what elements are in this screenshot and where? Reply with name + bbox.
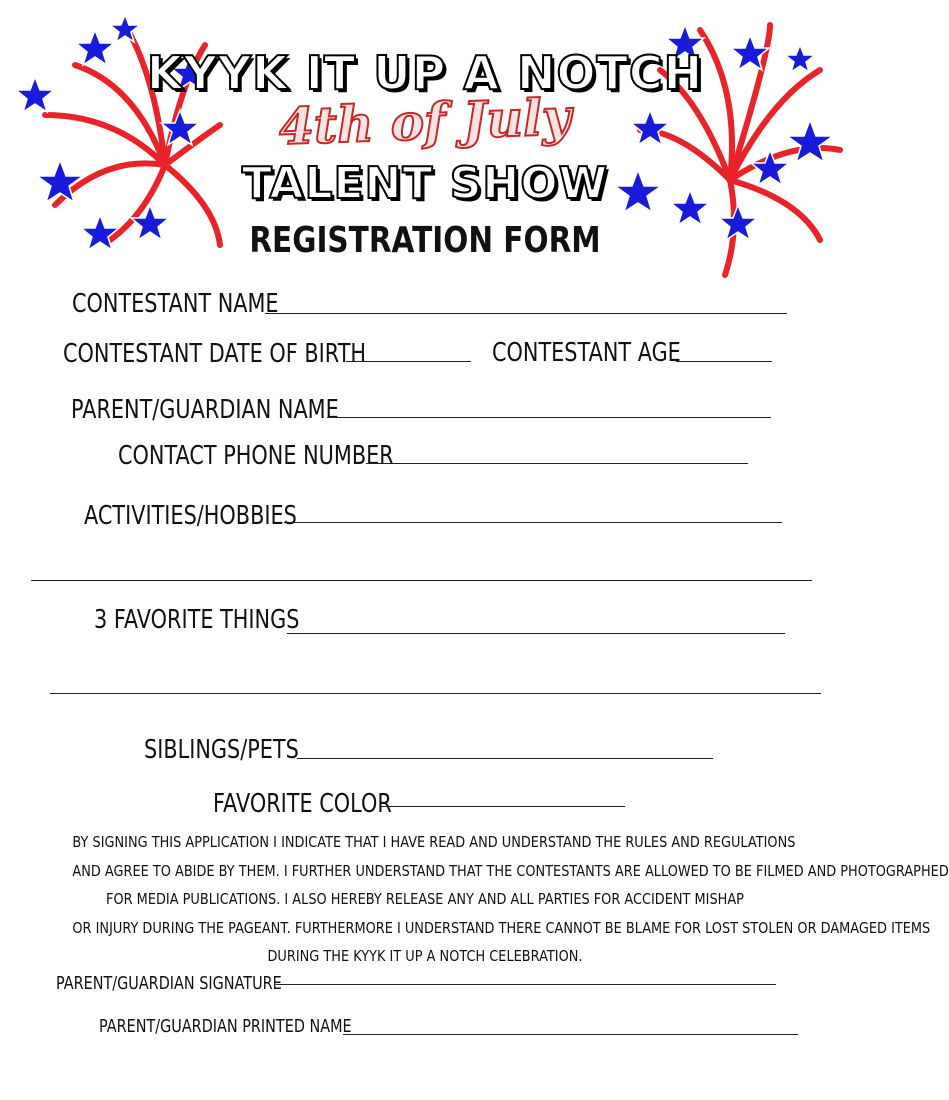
legal-line: FOR MEDIA PUBLICATIONS. I ALSO HEREBY RELEASE ANY AND ALL PARTIES FOR ACCIDENT MISHAP bbox=[106, 890, 744, 908]
contestant-name-field[interactable] bbox=[265, 313, 787, 314]
favorite-things-line-2[interactable] bbox=[50, 693, 821, 694]
event-title: KYYK IT UP A NOTCH bbox=[146, 46, 704, 100]
favorite-color-label: FAVORITE COLOR bbox=[213, 789, 392, 819]
legal-line: DURING THE KYYK IT UP A NOTCH CELEBRATION. bbox=[267, 947, 583, 965]
favorite-color-field[interactable] bbox=[381, 806, 625, 807]
legal-statement bbox=[15, 828, 949, 971]
legal-line: BY SIGNING THIS APPLICATION I INDICATE THAT I HAVE READ AND UNDERSTAND THE RULES AND REGULATIONS bbox=[72, 833, 796, 851]
contestant-age-field[interactable] bbox=[676, 361, 772, 362]
contestant-age-label: CONTESTANT AGE bbox=[492, 338, 681, 368]
contestant-dob-label: CONTESTANT DATE OF BIRTH bbox=[63, 339, 367, 369]
event-subtitle: 4th of July bbox=[278, 86, 572, 157]
legal-line: AND AGREE TO ABIDE BY THEM. I FURTHER UNDERSTAND THAT THE CONTESTANTS ARE ALLOWED TO BE FILMED AND PHOTOGRAPHED bbox=[72, 861, 949, 880]
siblings-pets-field[interactable] bbox=[297, 758, 713, 759]
contestant-dob-field[interactable] bbox=[346, 361, 471, 362]
activities-hobbies-field[interactable] bbox=[284, 522, 782, 523]
legal-line: OR INJURY DURING THE PAGEANT. FURTHERMORE I UNDERSTAND THERE CANNOT BE BLAME FOR LOST STOLEN OR DAMAGED ITEMS bbox=[72, 918, 931, 937]
parent-guardian-name-label: PARENT/GUARDIAN NAME bbox=[71, 395, 339, 425]
printed-name-field[interactable] bbox=[343, 1034, 798, 1035]
parent-guardian-name-field[interactable] bbox=[327, 417, 771, 418]
activities-hobbies-label: ACTIVITIES/HOBBIES bbox=[84, 501, 297, 531]
activities-hobbies-line-2[interactable] bbox=[31, 580, 812, 581]
favorite-things-label: 3 FAVORITE THINGS bbox=[94, 605, 300, 635]
favorite-things-field[interactable] bbox=[287, 633, 785, 634]
contestant-name-label: CONTESTANT NAME bbox=[72, 289, 279, 319]
siblings-pets-label: SIBLINGS/PETS bbox=[144, 735, 299, 765]
signature-field[interactable] bbox=[276, 984, 776, 985]
printed-name-label: PARENT/GUARDIAN PRINTED NAME bbox=[99, 1016, 352, 1037]
contact-phone-field[interactable] bbox=[366, 463, 748, 464]
contact-phone-label: CONTACT PHONE NUMBER bbox=[118, 441, 394, 471]
form-title: REGISTRATION FORM bbox=[249, 220, 601, 261]
talent-show-title: TALENT SHOW bbox=[241, 158, 609, 209]
signature-label: PARENT/GUARDIAN SIGNATURE bbox=[56, 973, 282, 994]
